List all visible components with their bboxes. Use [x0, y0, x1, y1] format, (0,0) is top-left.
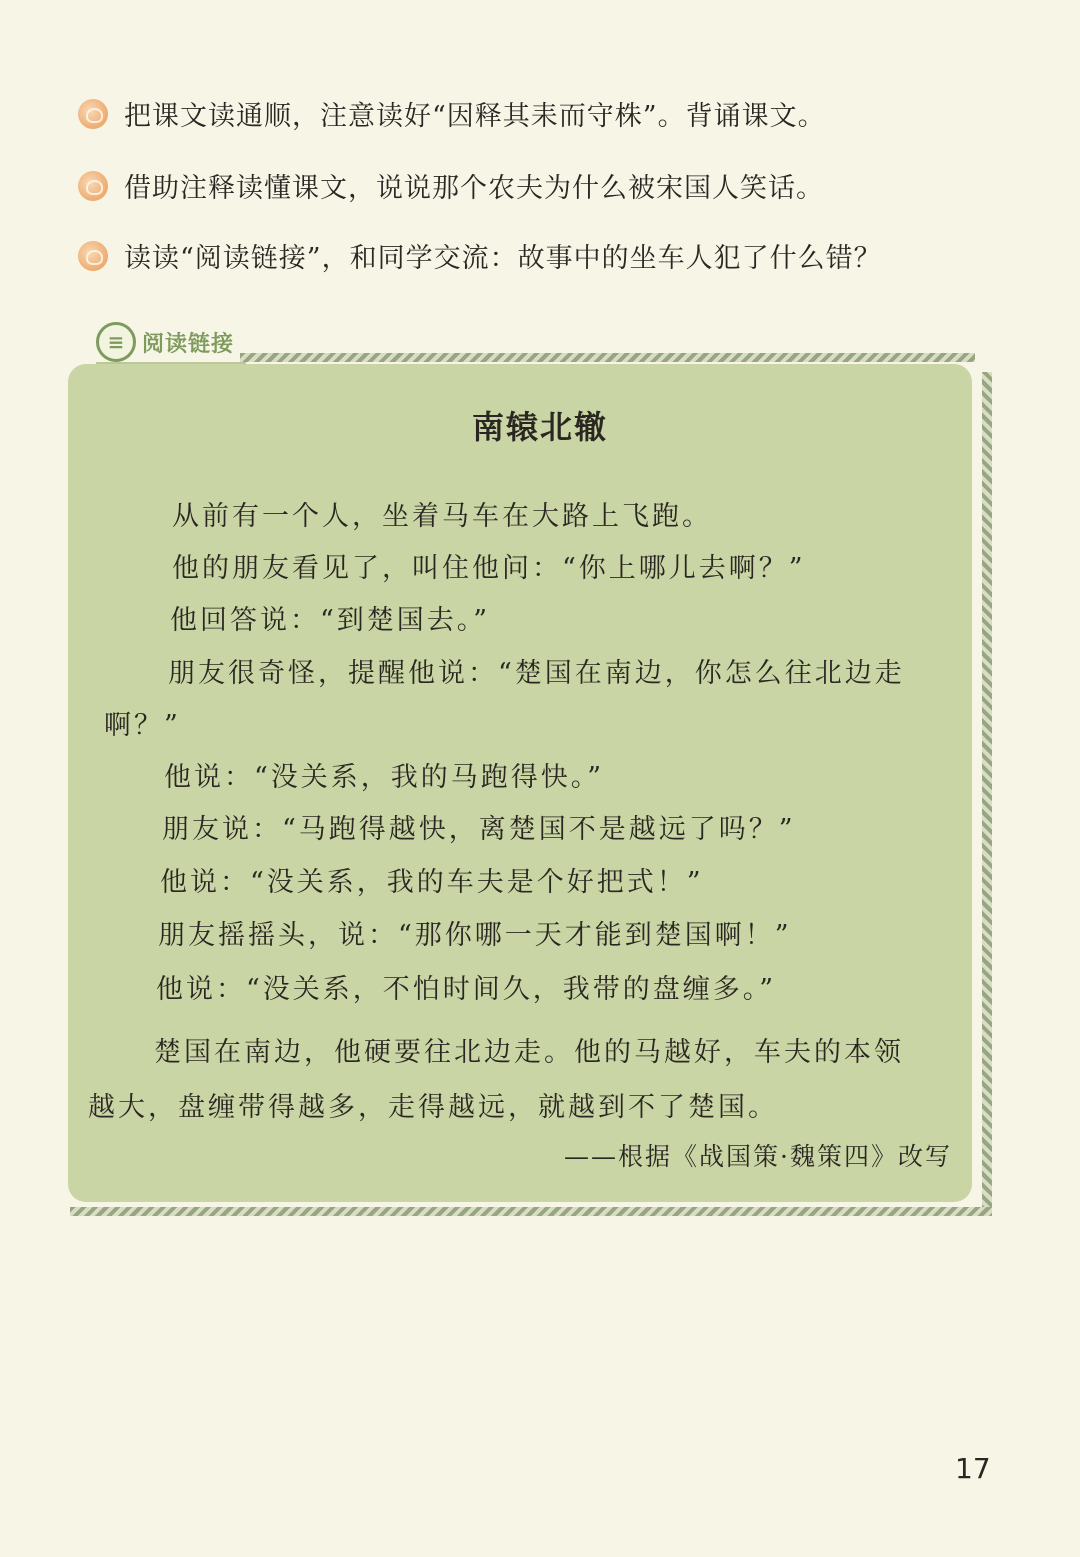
- bullet-icon: [78, 171, 108, 201]
- frame-right-border: [982, 372, 992, 1210]
- task-3: [78, 236, 882, 275]
- story-line: 啊？”: [104, 710, 181, 741]
- story-line: 朋友很奇怪，提醒他说：“楚国在南边，你怎么往北边走: [168, 658, 905, 689]
- task-2: [78, 166, 824, 205]
- reading-link-label: 阅读链接: [142, 331, 235, 357]
- story-line: 朋友摇摇头，说：“那你哪一天才能到楚国啊！”: [158, 920, 792, 951]
- bullet-icon: [78, 99, 108, 129]
- story-line: 他回答说：“到楚国去。”: [170, 605, 491, 636]
- story-line: 越大，盘缠带得越多，走得越远，就越到不了楚国。: [88, 1092, 778, 1123]
- reading-link-header: [96, 322, 234, 362]
- story-title: 南辕北辙: [471, 408, 608, 446]
- task-text: 借助注释读懂课文，说说那个农夫为什么被宋国人笑话。: [124, 173, 824, 204]
- reading-link-icon: ≡: [96, 322, 136, 362]
- story-line: 朋友说：“马跑得越快，离楚国不是越远了吗？”: [162, 814, 796, 845]
- story-line: 他的朋友看见了，叫住他问：“你上哪儿去啊？”: [172, 553, 806, 584]
- page-number: 17: [955, 1452, 991, 1485]
- frame-top-border: [240, 353, 975, 362]
- story-line: 楚国在南边，他硬要往北边走。他的马越好，车夫的本领: [154, 1037, 904, 1068]
- story-line: 他说：“没关系，我的车夫是个好把式！”: [160, 867, 704, 898]
- story-source: ——根据《战国策·魏策四》改写: [564, 1142, 952, 1171]
- story-line: 他说：“没关系，不怕时间久，我带的盘缠多。”: [156, 974, 777, 1005]
- task-1: [78, 94, 826, 133]
- bullet-icon: [78, 241, 108, 271]
- story-line: 他说：“没关系，我的马跑得快。”: [164, 762, 605, 793]
- task-text: 把课文读通顺，注意读好“因释其耒而守株”。背诵课文。: [124, 101, 826, 132]
- story-line: 从前有一个人，坐着马车在大路上飞跑。: [172, 501, 712, 532]
- task-text: 读读“阅读链接”，和同学交流：故事中的坐车人犯了什么错？: [124, 243, 882, 274]
- frame-bottom-border: [70, 1207, 992, 1216]
